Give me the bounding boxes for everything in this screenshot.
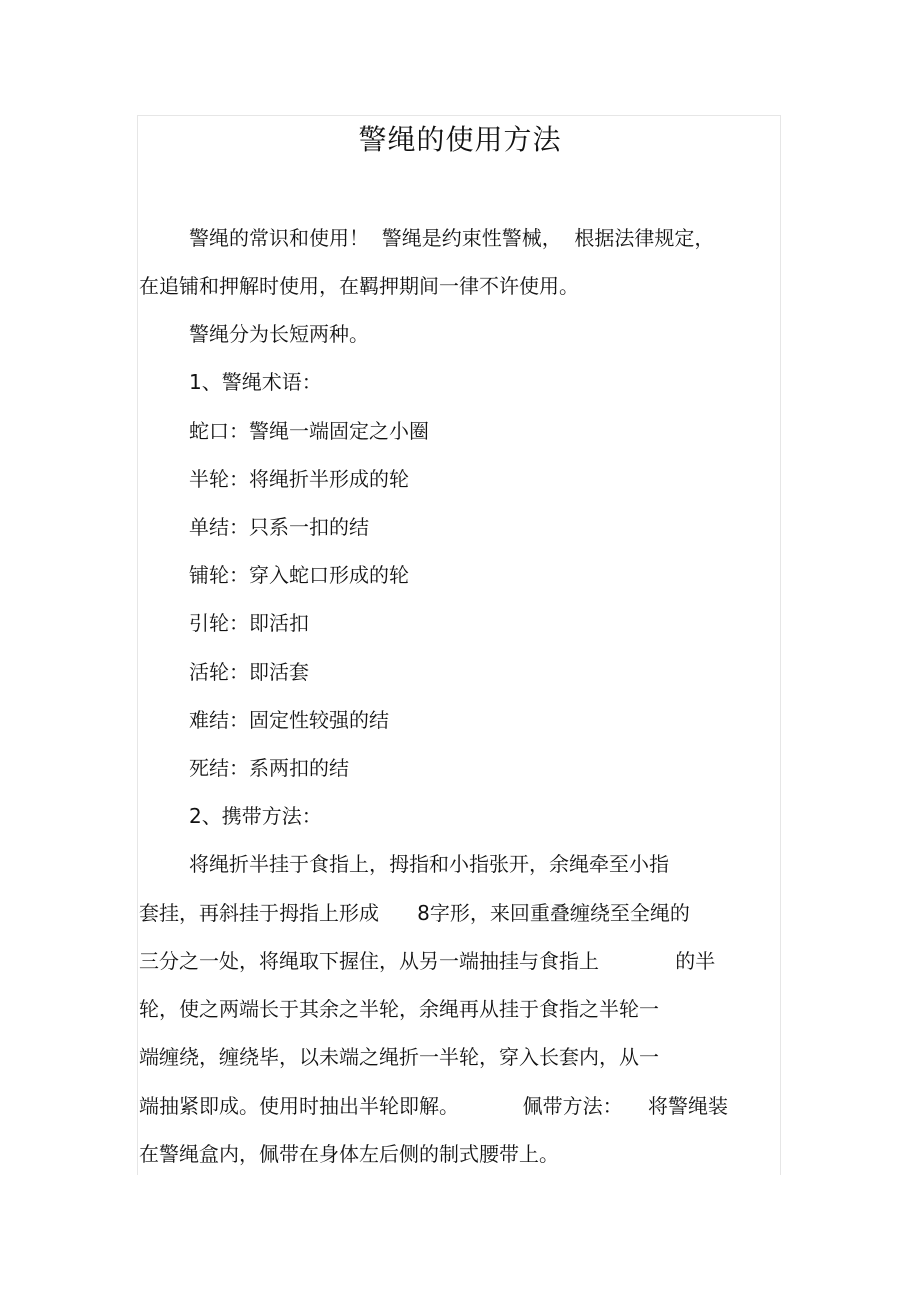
term-definition: 活轮：即活套 <box>189 660 309 684</box>
term-definition: 铺轮：穿入蛇口形成的轮 <box>189 563 409 587</box>
paragraph-line: 警绳的常识和使用！ 警绳是约束性警械， 根据法律规定， <box>189 226 715 250</box>
document-title: 警绳的使用方法 <box>358 123 562 156</box>
term-definition: 单结：只系一扣的结 <box>189 515 369 539</box>
paragraph-line: 将绳折半挂于食指上，拇指和小指张开，余绳牵至小指 <box>189 852 669 876</box>
term-definition: 死结：系两扣的结 <box>189 756 349 780</box>
term-definition: 引轮：即活扣 <box>189 611 309 635</box>
paragraph-line: 在追铺和押解时使用，在羁押期间一律不许使用。 <box>139 274 579 298</box>
term-definition: 半轮：将绳折半形成的轮 <box>189 467 409 491</box>
paragraph-line: 三分之一处，将绳取下握住，从另一端抽挂与食指上 的半 <box>139 949 716 973</box>
paragraph-line: 套挂，再斜挂于拇指上形成 8字形，来回重叠缠绕至全绳的 <box>139 901 690 925</box>
paragraph-line: 在警绳盒内，佩带在身体左后侧的制式腰带上。 <box>139 1142 559 1166</box>
term-definition: 蛇口：警绳一端固定之小圈 <box>189 419 429 443</box>
section-heading: 1、警绳术语： <box>189 370 322 394</box>
paragraph-line: 端抽紧即成。使用时抽出半轮即解。 佩带方法： 将警绳装 <box>139 1094 729 1118</box>
paragraph-line: 端缠绕，缠绕毕，以未端之绳折一半轮，穿入长套内，从一 <box>139 1045 659 1069</box>
section-heading: 2、携带方法： <box>189 804 322 828</box>
paragraph-line: 警绳分为长短两种。 <box>189 322 369 346</box>
term-definition: 难结：固定性较强的结 <box>189 708 389 732</box>
paragraph-line: 轮，使之两端长于其余之半轮，余绳再从挂于食指之半轮一 <box>139 997 659 1021</box>
